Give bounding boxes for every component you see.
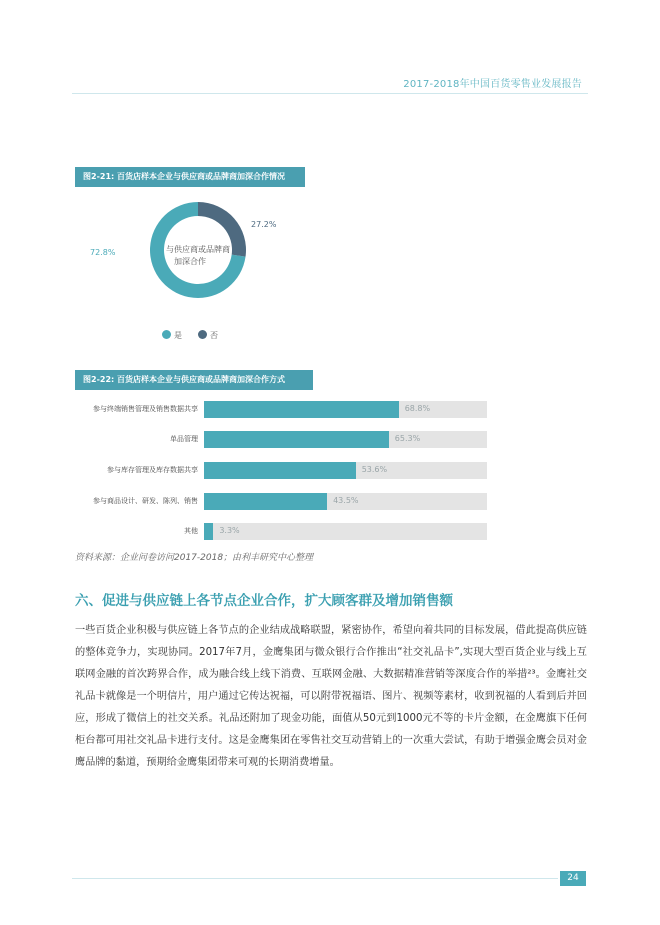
- bar-value-label: 3.3%: [219, 526, 240, 535]
- page-number: 24: [560, 871, 586, 886]
- section-heading: 六、促进与供应链上各节点企业合作，扩大顾客群及增加销售额: [75, 593, 453, 609]
- bar-track: [204, 493, 487, 510]
- bar-value-label: 43.5%: [333, 496, 359, 505]
- donut-center-line-1: 与供应商或品牌商: [166, 245, 230, 254]
- donut-center-label: [148, 244, 248, 268]
- legend-swatch-no: [198, 330, 207, 339]
- bar-track: [204, 523, 487, 540]
- figure-2-caption: 图2-22: 百货店样本企业与供应商或品牌商加深合作方式: [75, 370, 313, 390]
- bar-row: [0, 523, 660, 540]
- donut-center-line-2: 加深合作: [174, 257, 206, 266]
- bar-fill: [204, 431, 389, 448]
- bar-row: [0, 401, 660, 418]
- legend-swatch-yes: [162, 330, 171, 339]
- slice-label-no: 27.2%: [251, 220, 277, 229]
- source-note: 资料来源：企业问卷访问2017-2018；由利丰研究中心整理: [75, 553, 314, 563]
- report-title: 2017-2018年中国百货零售业发展报告: [403, 79, 582, 90]
- bar-category-label: 其他: [184, 527, 198, 535]
- bar-fill: [204, 523, 213, 540]
- bar-track: [204, 462, 487, 479]
- bar-track: [204, 431, 487, 448]
- bar-value-label: 65.3%: [394, 434, 421, 443]
- footer-divider: [72, 878, 558, 879]
- bar-row: [0, 462, 660, 479]
- bar-row: [0, 493, 660, 510]
- section-body: 一些百货企业积极与供应链上各节点的企业结成战略联盟，紧密协作，希望向着共同的目标发展，借此提高供应链的整体竞争力，实现协同。2017年7月，金鹰集团与微众银行合作推出“社交礼品卡”,实现大型百货企业与线上互联网金融的首次跨界合作，成为融合线上线下消费、互联网金融、大数据精准营销等深度合作的举措²³。金鹰社交礼品卡就像是一个明信片，用户通过它传达祝福，可以附带祝福语、图片、视频等素材，收到祝福的人看到后并回应，形成了微信上的社交关系。礼品还附加了现金功能，面值从50元到1000元不等的卡片金额，在金鹰旗下任何柜台都可用社交礼品卡进行支付。这是金鹰集团在零售社交互动营销上的一次重大尝试，有助于增强金鹰会员对金鹰品牌的黏道，预期给金鹰集团带来可观的长期消费增量。: [75, 625, 587, 768]
- bar-track: [204, 401, 487, 418]
- bar-category-label: 单品管理: [170, 435, 198, 443]
- figure-1-caption: 图2-21: 百货店样本企业与供应商或品牌商加深合作情况: [75, 167, 305, 187]
- bar-category-label: 参与库存管理及库存数据共享: [107, 466, 198, 474]
- legend-item-yes: [162, 330, 182, 341]
- bar-fill: [204, 493, 327, 510]
- header-divider: [72, 93, 588, 94]
- legend-label-yes: 是: [174, 331, 182, 340]
- legend-item-no: [198, 330, 218, 341]
- bar-value-label: 68.8%: [404, 404, 431, 413]
- slice-label-yes: 72.8%: [90, 248, 116, 257]
- bar-fill: [204, 401, 399, 418]
- bar-fill: [204, 462, 356, 479]
- bar-category-label: 参与终端销售管理及销售数据共享: [93, 405, 198, 413]
- bar-value-label: 53.6%: [361, 465, 388, 474]
- bar-row: [0, 431, 660, 448]
- bar-category-label: 参与商品设计、研发、陈列、销售: [93, 497, 198, 505]
- legend-label-no: 否: [210, 331, 218, 340]
